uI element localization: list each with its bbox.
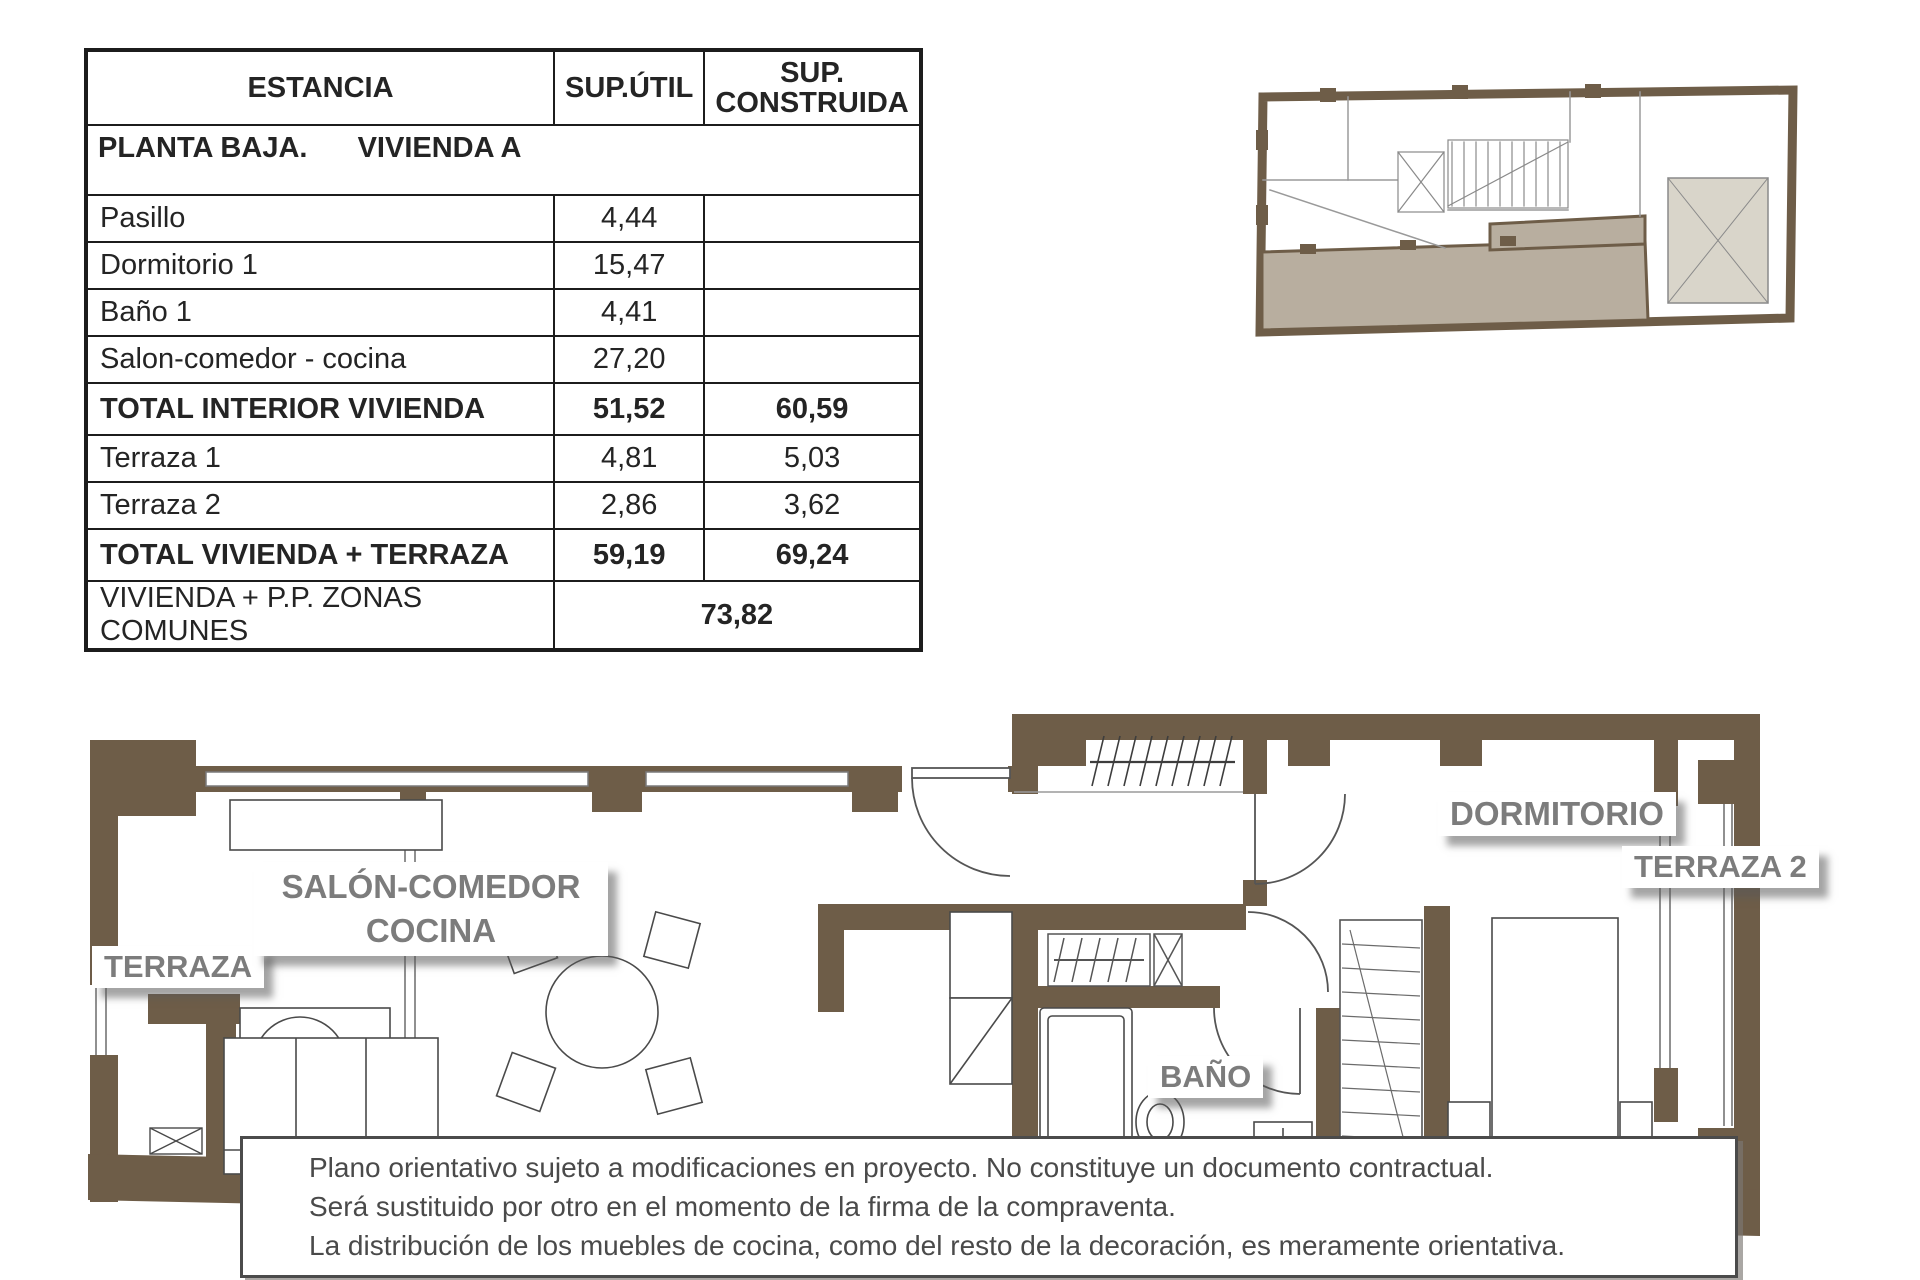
bedroom-door <box>1255 794 1345 884</box>
room-label-terraza2: TERRAZA 2 <box>1622 846 1819 888</box>
key-plan <box>1256 84 1793 332</box>
table-header-row <box>86 50 921 125</box>
table-row: Salon-comedor - cocina 27,20 <box>86 336 921 383</box>
table-row: Dormitorio 1 15,47 <box>86 242 921 289</box>
table-footer-row: VIVIENDA + P.P. ZONAS COMUNES 73,82 <box>86 581 921 650</box>
table-section-row <box>86 125 921 195</box>
window-strip <box>646 772 848 786</box>
coat-rack-hatch <box>1090 736 1235 786</box>
kitchen-tall-units <box>950 912 1012 1084</box>
col-header-estancia: ESTANCIA <box>86 50 554 125</box>
area-table <box>84 48 923 652</box>
col-header-sup-util: SUP.ÚTIL <box>554 50 704 125</box>
room-label-salon-comedor-cocina: SALÓN-COMEDOR COCINA <box>254 862 608 956</box>
room-label-terraza: TERRAZA <box>92 946 264 988</box>
disclaimer-box <box>240 1136 1738 1278</box>
table-row: Baño 1 4,41 <box>86 289 921 336</box>
col-header-sup-construida: SUP. CONSTRUIDA <box>704 50 920 125</box>
hall-door <box>1248 912 1328 992</box>
room-label-bano: BAÑO <box>1148 1056 1263 1098</box>
section-subtitle: VIVIENDA A <box>357 132 522 164</box>
room-label-dormitorio: DORMITORIO <box>1438 792 1676 836</box>
bed <box>1492 918 1618 1166</box>
sideboard <box>230 800 442 850</box>
drain-icon <box>150 1128 202 1154</box>
key-plan-highlighted-unit <box>1262 240 1648 330</box>
key-plan-stair-icon <box>1448 140 1568 208</box>
window-strip <box>206 772 588 786</box>
disclaimer-line: Plano orientativo sujeto a modificaciones en proyecto. No constituye un documento contractual. <box>309 1152 1494 1183</box>
section-title: PLANTA BAJA. <box>98 132 308 164</box>
disclaimer-line: La distribución de los muebles de cocina, como del resto de la decoración, es meramente orientativa. <box>309 1230 1566 1261</box>
hall-closet <box>1048 934 1150 986</box>
key-plan-patio <box>1668 178 1768 303</box>
table-total-row: TOTAL INTERIOR VIVIENDA 51,52 60,59 <box>86 383 921 435</box>
key-plan-shaft-icon <box>1398 152 1444 212</box>
table-row: Terraza 1 4,81 5,03 <box>86 435 921 482</box>
table-row: Terraza 2 2,86 3,62 <box>86 482 921 529</box>
table-total-row: TOTAL VIVIENDA + TERRAZA 59,19 69,24 <box>86 529 921 581</box>
shaft-icon <box>1154 934 1182 986</box>
table-row: Pasillo 4,44 <box>86 195 921 242</box>
disclaimer-line: Será sustituido por otro en el momento de la firma de la compraventa. <box>309 1191 1176 1222</box>
